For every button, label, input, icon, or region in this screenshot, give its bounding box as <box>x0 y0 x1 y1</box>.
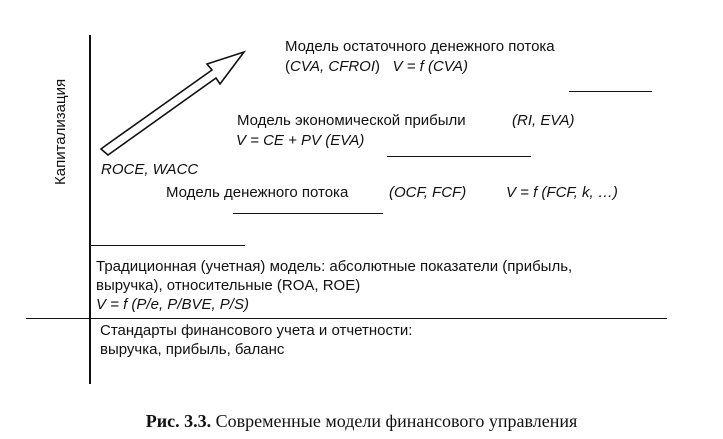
cash-flow-title: Модель денежного потока <box>166 184 349 201</box>
standards-line-1: Стандарты финансового учета и отчетности: <box>100 322 413 339</box>
economic-profit-title: Модель экономической прибыли <box>237 112 466 129</box>
standards-line-2: выручка, прибыль, баланс <box>100 341 285 358</box>
traditional-line-3: V = f (P/e, P/BVE, P/S) <box>96 296 249 313</box>
figure-caption <box>0 410 723 432</box>
economic-profit-indicators: (RI, EVA) <box>512 112 575 129</box>
residual-cash-flow-title: Модель остаточного денежного потока <box>285 38 555 55</box>
residual-cash-flow-paren-open: ( <box>285 58 290 75</box>
figure-caption-text: Современные модели финансового управления <box>215 411 578 431</box>
residual-cash-flow-indicators: CVA, CFROI <box>290 58 376 75</box>
economic-profit-valuation: V = CE + PV (EVA) <box>236 132 365 149</box>
cash-flow-valuation: V = f (FCF, k, …) <box>506 184 618 201</box>
arrow-shape <box>101 52 244 155</box>
residual-cash-flow-valuation: V = f (CVA) <box>392 58 468 75</box>
traditional-line-2: выручка), относительные (ROA, ROE) <box>96 277 361 294</box>
traditional-line-1: Традиционная (учетная) модель: абсолютные показатели (прибыль, <box>96 258 573 275</box>
axis-label-capitalization: Капитализация <box>52 78 69 185</box>
cash-flow-indicators: (OCF, FCF) <box>389 184 467 201</box>
residual-cash-flow-formula <box>285 58 468 76</box>
residual-cash-flow-paren-close: ) <box>375 58 381 75</box>
figure-number: Рис. 3.3. <box>145 411 212 431</box>
arrow-start-label: ROCE, WACC <box>101 161 199 178</box>
